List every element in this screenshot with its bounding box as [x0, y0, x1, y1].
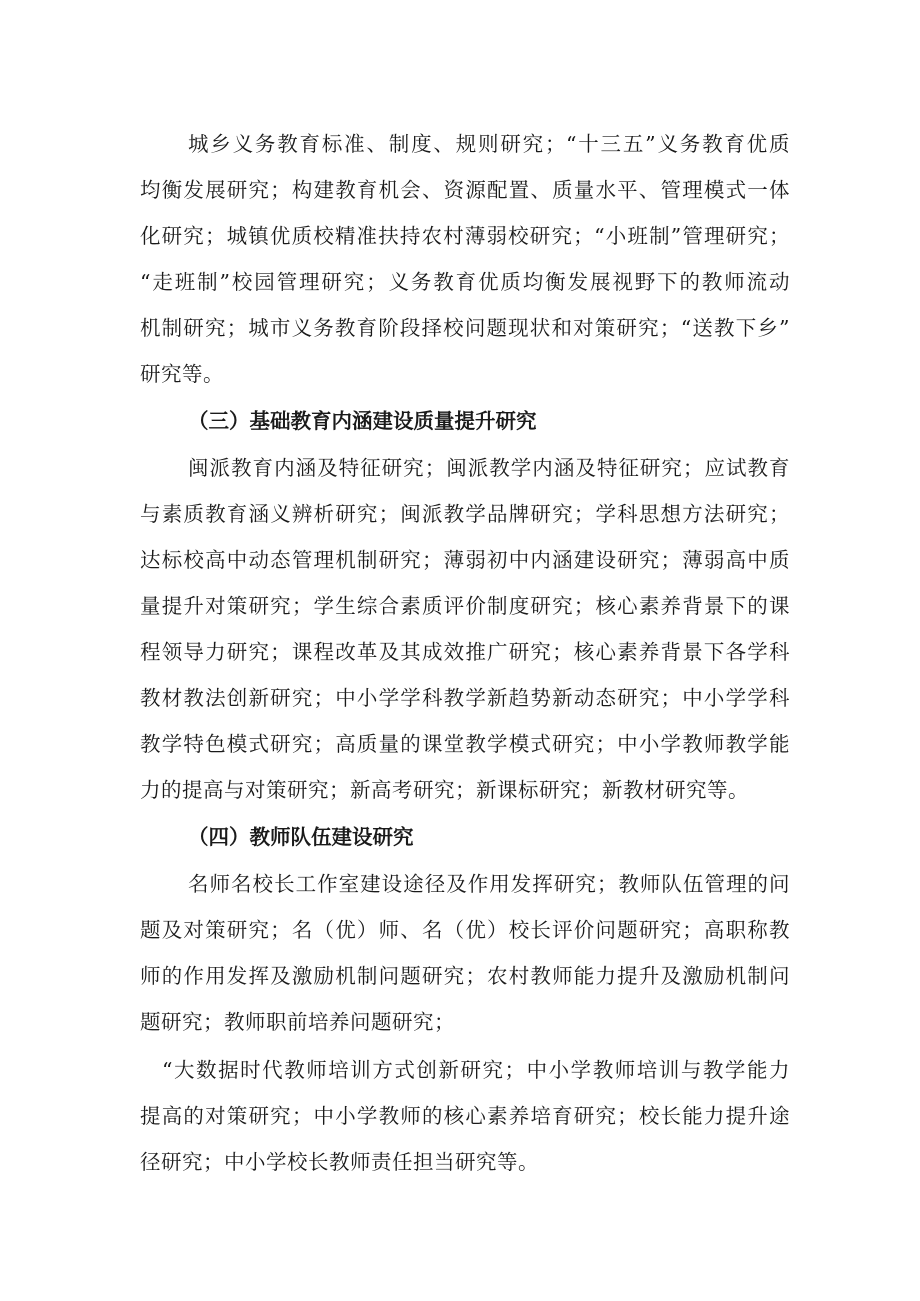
paragraph-line: 师的作用发挥及激励机制问题研究；农村教师能力提升及激励机制问: [140, 964, 790, 988]
section-heading: （四）教师队伍建设研究: [188, 825, 414, 849]
paragraph-line: “大数据时代教师培训方式创新研究；中小学教师培训与教学能力: [162, 1058, 790, 1082]
paragraph-line: “走班制”校园管理研究；义务教育优质均衡发展视野下的教师流动: [140, 270, 790, 294]
paragraph-line: 题及对策研究；名（优）师、名（优）校长评价问题研究；高职称教: [140, 918, 790, 942]
paragraph-line: 研究等。: [140, 362, 224, 386]
paragraph-line: 闽派教育内涵及特征研究；闽派教学内涵及特征研究；应试教育: [188, 456, 790, 480]
paragraph-line: 题研究；教师职前培养问题研究；: [140, 1010, 455, 1034]
paragraph-line: 径研究；中小学校长教师责任担当研究等。: [140, 1150, 539, 1174]
paragraph-line: 力的提高与对策研究；新高考研究；新课标研究；新教材研究等。: [140, 778, 749, 802]
section-heading: （三）基础教育内涵建设质量提升研究: [188, 409, 537, 433]
paragraph-line: 量提升对策研究；学生综合素质评价制度研究；核心素养背景下的课: [140, 594, 790, 618]
paragraph-line: 化研究；城镇优质校精准扶持农村薄弱校研究；“小班制”管理研究；: [140, 224, 790, 248]
paragraph-line: 教学特色模式研究；高质量的课堂教学模式研究；中小学教师教学能: [140, 732, 790, 756]
paragraph-line: 达标校高中动态管理机制研究；薄弱初中内涵建设研究；薄弱高中质: [140, 548, 790, 572]
paragraph-line: 提高的对策研究；中小学教师的核心素养培育研究；校长能力提升途: [140, 1104, 790, 1128]
paragraph-line: 与素质教育涵义辨析研究；闽派教学品牌研究；学科思想方法研究；: [140, 502, 790, 526]
paragraph-line: 均衡发展研究；构建教育机会、资源配置、质量水平、管理模式一体: [140, 178, 790, 202]
paragraph-line: 机制研究；城市义务教育阶段择校问题现状和对策研究；“送教下乡”: [140, 316, 790, 340]
paragraph-line: 名师名校长工作室建设途径及作用发挥研究；教师队伍管理的问: [188, 872, 790, 896]
paragraph-line: 程领导力研究；课程改革及其成效推广研究；核心素养背景下各学科: [140, 640, 790, 664]
paragraph-line: 城乡义务教育标准、制度、规则研究；“十三五”义务教育优质: [188, 132, 790, 156]
paragraph-line: 教材教法创新研究；中小学学科教学新趋势新动态研究；中小学学科: [140, 686, 790, 710]
